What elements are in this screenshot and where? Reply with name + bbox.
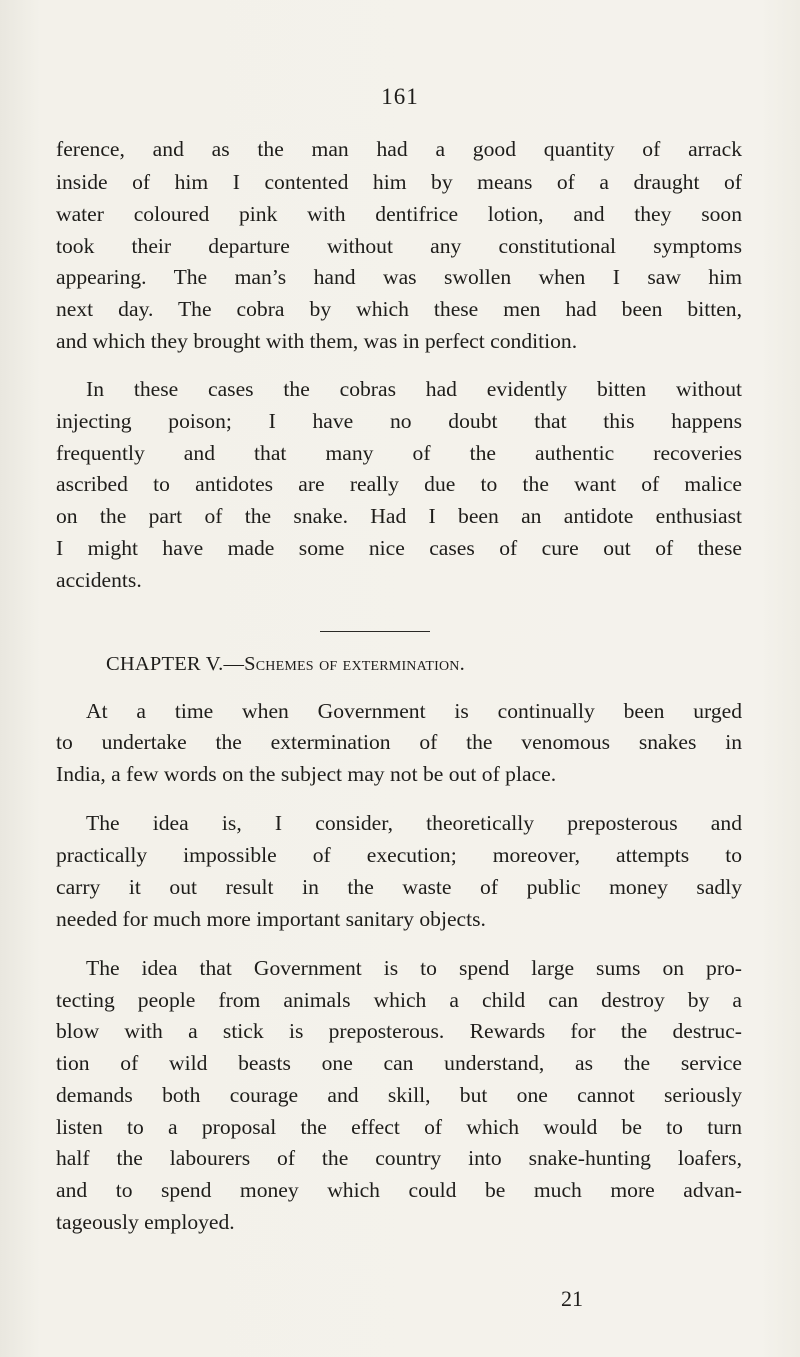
text-line: on the part of the snake. Had I been an antidote enthusiast: [56, 504, 742, 528]
section-divider: [320, 631, 430, 632]
text-line: India, a few words on the subject may not be out of place.: [56, 762, 557, 786]
text-line: tecting people from animals which a child can destroy by a: [56, 988, 742, 1012]
text-line: tion of wild beasts one can understand, as the service: [56, 1051, 742, 1075]
text-line: and which they brought with them, was in perfect condition.: [56, 329, 578, 353]
chapter-heading: [106, 653, 746, 676]
text-line: to undertake the extermination of the venomous snakes in: [56, 730, 742, 754]
text-line: demands both courage and skill, but one cannot seriously: [56, 1083, 742, 1107]
text-line: water coloured pink with dentifrice lotion, and they soon: [56, 202, 742, 226]
page-number: 161: [381, 84, 419, 109]
text-line: and to spend money which could be much more advan-: [56, 1178, 742, 1202]
text-line: carry it out result in the waste of public money sadly: [56, 875, 742, 899]
text-line: accidents.: [56, 568, 142, 592]
text-line: The idea is, I consider, theoretically preposterous and: [86, 811, 742, 835]
text-line: next day. The cobra by which these men had been bitten,: [56, 297, 742, 321]
text-line: appearing. The man’s hand was swollen when I saw him: [56, 265, 742, 289]
text-line: took their departure without any constitutional symptoms: [56, 234, 742, 258]
text-line: In these cases the cobras had evidently bitten without: [86, 377, 742, 401]
text-line: frequently and that many of the authentic recoveries: [56, 441, 742, 465]
text-line: needed for much more important sanitary objects.: [56, 907, 486, 931]
text-line: half the labourers of the country into snake-hunting loafers,: [56, 1146, 742, 1170]
text-line: blow with a stick is preposterous. Rewards for the destruc-: [56, 1019, 742, 1043]
text-line: I might have made some nice cases of cure out of these: [56, 536, 742, 560]
text-line: At a time when Government is continually been urged: [86, 699, 742, 723]
text-line: practically impossible of execution; moreover, attempts to: [56, 843, 742, 867]
signature-mark: 21: [561, 1286, 583, 1311]
text-line: The idea that Government is to spend large sums on pro-: [86, 956, 742, 980]
text-line: injecting poison; I have no doubt that this happens: [56, 409, 742, 433]
text-line: ference, and as the man had a good quantity of arrack: [56, 137, 742, 161]
chapter-title: —Schemes of extermination.: [223, 653, 465, 675]
chapter-label: CHAPTER V.: [106, 653, 224, 675]
text-line: ascribed to antidotes are really due to the want of malice: [56, 472, 742, 496]
text-line: listen to a proposal the effect of which would be to turn: [56, 1115, 742, 1139]
text-line: inside of him I contented him by means of a draught of: [56, 170, 742, 194]
text-line: tageously employed.: [56, 1210, 235, 1234]
